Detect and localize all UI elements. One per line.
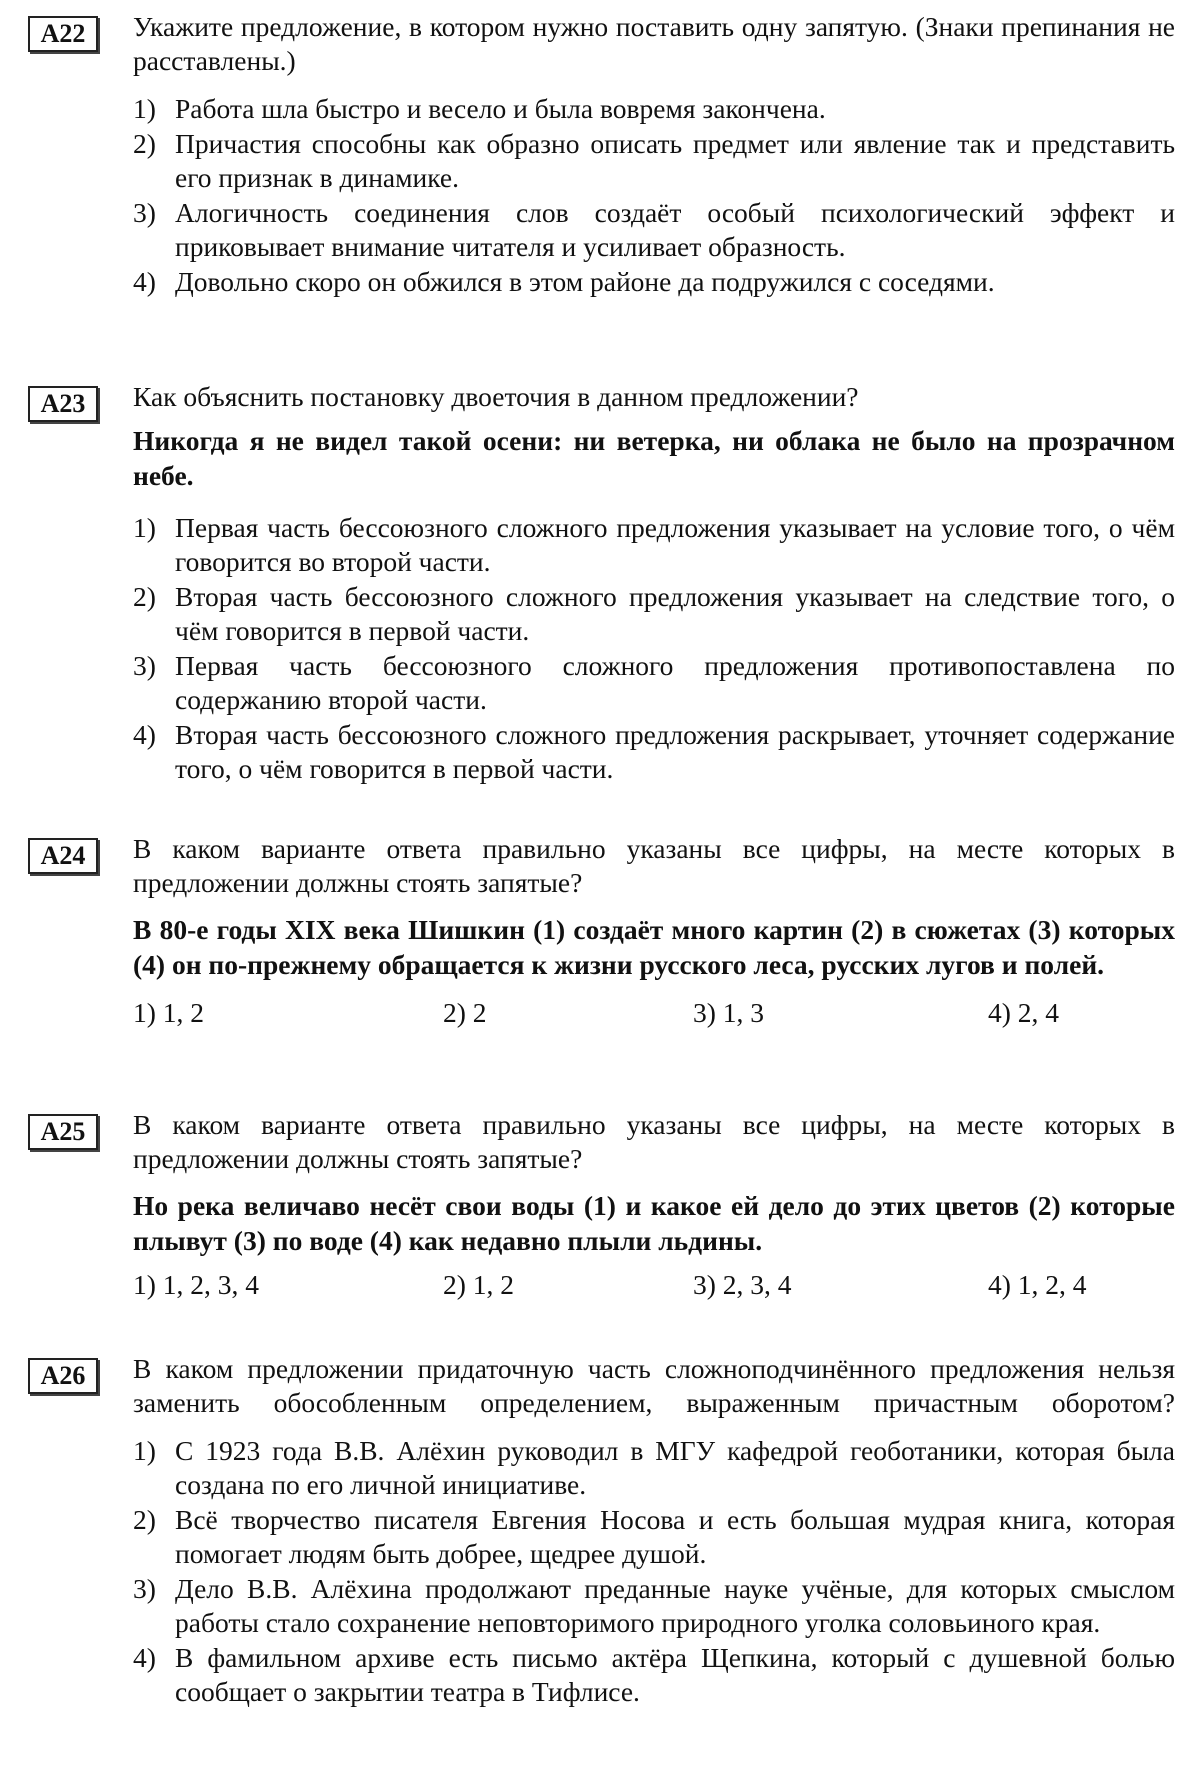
question-text: Укажите предложение, в котором нужно поставить одну запятую. (Знаки препинания не расставлены.) [133, 11, 1175, 76]
example-sentence: Но река величаво несёт свои воды (1) и какое ей дело до этих цветов (2) которые плывут (3) по воде (4) как недавно плыли льдины. [133, 1190, 1175, 1256]
question-text: В каком варианте ответа правильно указаны все цифры, на месте которых в предложении должны стоять запятые? [133, 1109, 1175, 1174]
option-text: Работа шла быстро и весело и была вовремя закончена. [175, 93, 826, 124]
option-text: Алогичность соединения слов создаёт особый психологический эффект и приковывает внимание читателя и усиливает образность. [175, 197, 1175, 262]
option-text: Вторая часть бессоюзного сложного предложения указывает на следствие того, о чём говорится в первой части. [175, 581, 1175, 646]
task-code-box: A22 [28, 16, 98, 52]
task-code-box: A26 [28, 1358, 98, 1394]
option-text: Довольно скоро он обжился в этом районе да подружился с соседями. [175, 266, 995, 297]
question-text: В каком предложении придаточную часть сложноподчинённого предложения нельзя заменить обособленным определением, выраженным причастным оборотом? [133, 1353, 1175, 1418]
option-text: Всё творчество писателя Евгения Носова и есть большая мудрая книга, которая помогает людям быть добрее, щедрее душой. [175, 1504, 1175, 1569]
task-code-box: A24 [28, 838, 98, 874]
answer-option[interactable]: 4) 1, 2, 4 [988, 1269, 1087, 1300]
task-code-box: A23 [28, 386, 98, 422]
option-number: 1) [133, 512, 156, 543]
option-text: Причастия способны как образно описать предмет или явление так и представить его признак в динамике. [175, 128, 1175, 193]
option[interactable] [133, 92, 1175, 126]
option[interactable] [133, 127, 1175, 195]
option-text: Дело В.В. Алёхина продолжают преданные науке учёные, для которых смыслом работы стало сохранение неповторимого природного уголка соловьиного края. [175, 1573, 1175, 1638]
answer-option[interactable]: 3) 2, 3, 4 [693, 1269, 792, 1300]
answer-option[interactable]: 4) 2, 4 [988, 997, 1060, 1028]
answer-option[interactable]: 2) 2 [443, 997, 487, 1028]
option[interactable] [133, 196, 1175, 264]
question-text: Как объяснить постановку двоеточия в данном предложении? [133, 381, 859, 412]
option-number: 1) [133, 93, 156, 124]
option[interactable] [133, 580, 1175, 648]
option-text: Вторая часть бессоюзного сложного предложения раскрывает, уточняет содержание того, о чём говорится в первой части. [175, 719, 1175, 784]
option-number: 4) [133, 266, 156, 297]
option-number: 2) [133, 1504, 156, 1535]
option[interactable] [133, 718, 1175, 786]
answer-option[interactable]: 3) 1, 3 [693, 997, 765, 1028]
answer-option[interactable]: 1) 1, 2 [133, 997, 205, 1028]
option-number: 2) [133, 581, 156, 612]
option-text: В фамильном архиве есть письмо актёра Щепкина, который с душевной болью сообщает о закрытии театра в Тифлисе. [175, 1642, 1175, 1707]
answer-row [133, 996, 1175, 1030]
question-text: В каком варианте ответа правильно указаны все цифры, на месте которых в предложении должны стоять запятые? [133, 833, 1175, 898]
option-number: 3) [133, 197, 156, 228]
option[interactable] [133, 649, 1175, 717]
answer-row [133, 1268, 1175, 1302]
options-list [133, 92, 1175, 299]
example-sentence: В 80-е годы XIX века Шишкин (1) создаёт много картин (2) в сюжетах (3) которых (4) он по-прежнему обращается к жизни русского леса, русских лугов и полей. [133, 914, 1175, 980]
option[interactable] [133, 1434, 1175, 1502]
options-list [133, 511, 1175, 786]
options-list [133, 1434, 1175, 1709]
answer-option[interactable]: 2) 1, 2 [443, 1269, 515, 1300]
option[interactable] [133, 1503, 1175, 1571]
option-text: С 1923 года В.В. Алёхин руководил в МГУ кафедрой геоботаники, которая была создана по его личной инициативе. [175, 1435, 1175, 1500]
option[interactable] [133, 511, 1175, 579]
option[interactable] [133, 1572, 1175, 1640]
answer-option[interactable]: 1) 1, 2, 3, 4 [133, 1269, 260, 1300]
option-number: 3) [133, 1573, 156, 1604]
option-text: Первая часть бессоюзного сложного предложения противопоставлена по содержанию второй части. [175, 650, 1175, 715]
option-number: 4) [133, 1642, 156, 1673]
option[interactable] [133, 1641, 1175, 1709]
option-number: 2) [133, 128, 156, 159]
task-code-box: A25 [28, 1114, 98, 1150]
option-number: 1) [133, 1435, 156, 1466]
option-number: 3) [133, 650, 156, 681]
example-sentence: Никогда я не видел такой осени: ни ветерка, ни облака не было на прозрачном небе. [133, 425, 1175, 491]
option-text: Первая часть бессоюзного сложного предложения указывает на условие того, о чём говорится во второй части. [175, 512, 1175, 577]
option-number: 4) [133, 719, 156, 750]
option[interactable] [133, 265, 1175, 299]
